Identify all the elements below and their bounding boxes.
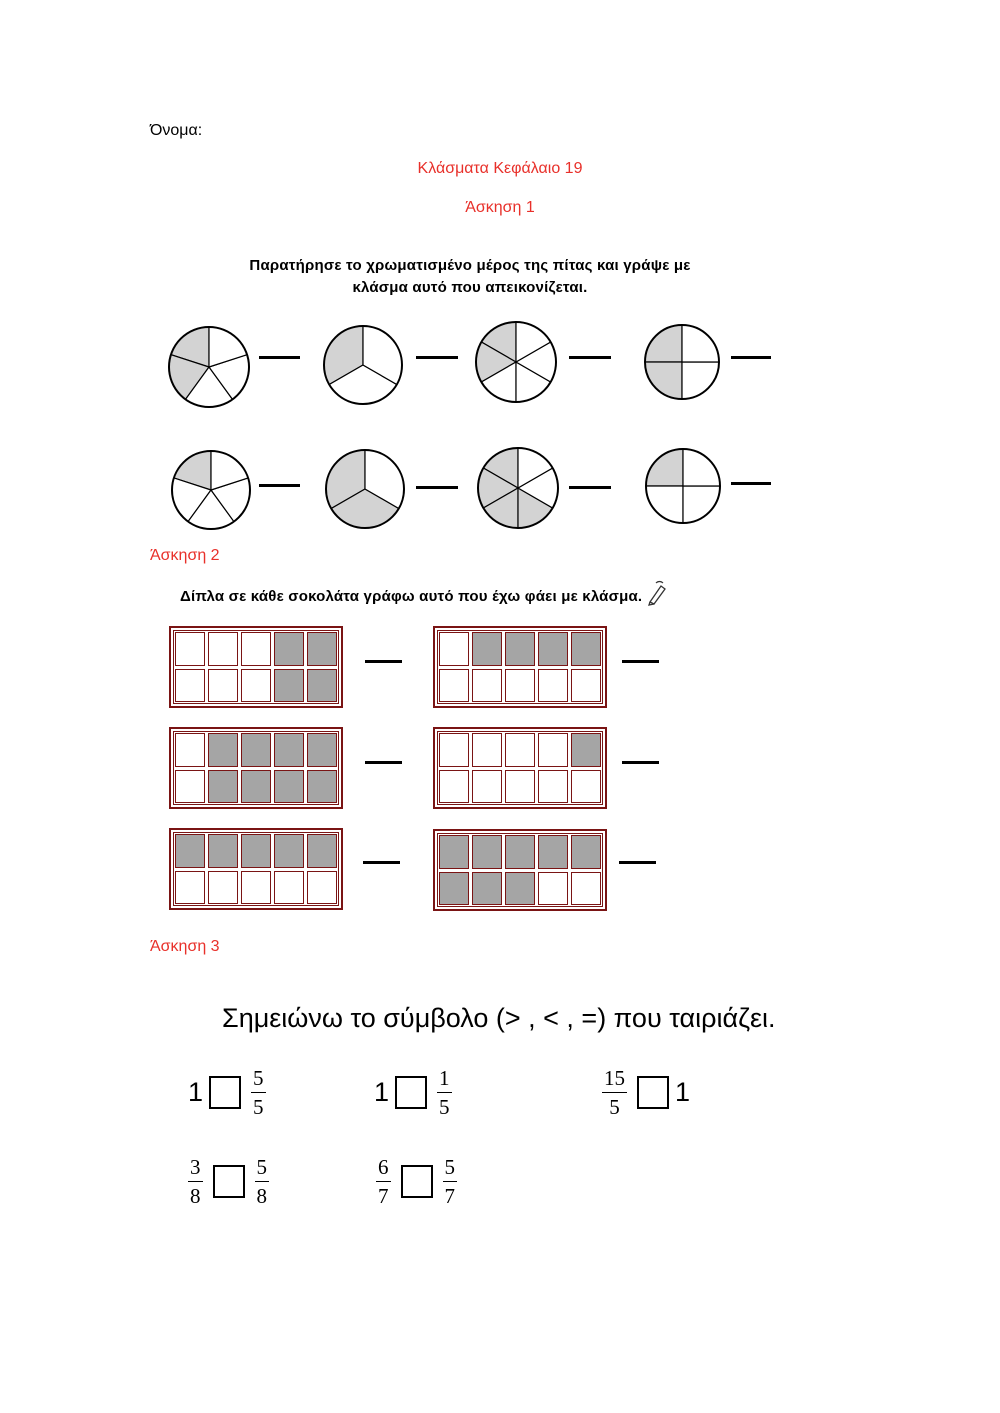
chocolate-bar-6-answer-line[interactable] [619,861,656,864]
comparison-3-left [602,1066,627,1119]
chocolate-piece-eaten [274,669,304,703]
chocolate-piece [505,669,535,703]
pie-1-answer-line[interactable] [259,356,300,359]
comparison-4-right [255,1155,270,1208]
chocolate-piece [505,770,535,804]
chocolate-piece [472,733,502,767]
comparison-3-right: 1 [675,1077,691,1107]
exercise1-instruction-line2: κλάσμα αυτό που απεικονίζεται. [352,279,588,296]
chocolate-piece [538,733,568,767]
exercise1-instruction [200,255,740,299]
chocolate-piece [439,669,469,703]
fraction-numerator: 3 [188,1155,203,1182]
pie-5-answer-line[interactable] [259,484,300,487]
chocolate-piece [274,871,304,905]
chocolate-piece [175,871,205,905]
chocolate-piece [175,669,205,703]
chocolate-bar-4 [433,727,607,809]
chocolate-bar-grid [437,731,603,805]
chocolate-bar-1-answer-line[interactable] [365,660,402,663]
fraction-numerator: 15 [602,1066,627,1093]
exercise3-instruction: Σημειώνω το σύμβολο (> , < , =) που ταιριάζει. [222,1003,776,1033]
fraction-denominator: 7 [378,1184,389,1208]
fraction-numerator: 6 [376,1155,391,1182]
pie-5 [170,449,252,531]
pie-1 [167,325,251,409]
comparison-2-left: 1 [374,1077,390,1107]
chocolate-piece [208,632,238,666]
pie-3 [474,320,558,404]
chocolate-piece [439,632,469,666]
chocolate-bar-grid [173,630,339,704]
comparison-2-right [437,1066,452,1119]
chocolate-piece [472,669,502,703]
pie-8 [644,447,722,525]
pie-3-answer-line[interactable] [569,356,611,359]
chocolate-piece [241,632,271,666]
chocolate-piece [439,733,469,767]
comparison-1-symbol-box[interactable] [209,1076,241,1109]
chocolate-piece-eaten [472,872,502,906]
chocolate-bar-grid [437,630,603,704]
chocolate-piece-eaten [241,834,271,868]
pie-7-answer-line[interactable] [569,486,611,489]
pencil-icon [646,580,668,606]
name-label: Όνομα: [150,122,203,139]
chocolate-piece-eaten [505,872,535,906]
chocolate-piece-eaten [439,835,469,869]
chocolate-bar-1 [169,626,343,708]
chocolate-piece-eaten [307,669,337,703]
chocolate-piece [571,669,601,703]
chocolate-piece [208,669,238,703]
chocolate-piece [571,872,601,906]
fraction-numerator: 5 [443,1155,458,1182]
comparison-3 [596,1066,692,1119]
chocolate-bar-grid [173,731,339,805]
chocolate-bar-5-answer-line[interactable] [363,861,400,864]
chocolate-piece [439,770,469,804]
fraction-numerator: 5 [251,1066,266,1093]
chocolate-piece [538,872,568,906]
chocolate-bar-3-answer-line[interactable] [365,761,402,764]
chocolate-piece [538,669,568,703]
chocolate-piece-eaten [538,835,568,869]
pie-2-answer-line[interactable] [416,356,458,359]
pie-7 [476,446,560,530]
pie-4-answer-line[interactable] [731,356,771,359]
comparison-2 [372,1066,458,1119]
chocolate-piece [175,632,205,666]
chocolate-bar-5 [169,828,343,910]
exercise3-heading: Άσκηση 3 [150,938,220,955]
fraction-numerator: 1 [437,1066,452,1093]
comparison-4-left [188,1155,203,1208]
chocolate-bar-2-answer-line[interactable] [622,660,659,663]
chocolate-piece-eaten [274,632,304,666]
chocolate-piece [241,871,271,905]
chocolate-piece-eaten [505,632,535,666]
chocolate-piece-eaten [274,770,304,804]
fraction-denominator: 5 [253,1095,264,1119]
comparison-3-symbol-box[interactable] [637,1076,669,1109]
chocolate-piece [571,770,601,804]
exercise1-instruction-line1: Παρατήρησε το χρωματισμένο μέρος της πίτας και γράψε με [249,257,691,274]
comparison-4 [182,1155,275,1208]
worksheet-title: Κλάσματα Κεφάλαιο 19 [417,160,583,177]
chocolate-piece-eaten [241,733,271,767]
chocolate-bar-grid [173,832,339,906]
chocolate-piece-eaten [274,834,304,868]
chocolate-piece-eaten [175,834,205,868]
chocolate-bar-3 [169,727,343,809]
chocolate-piece-eaten [571,632,601,666]
pie-6-answer-line[interactable] [416,486,458,489]
chocolate-bar-6 [433,829,607,911]
chocolate-piece [307,871,337,905]
chocolate-piece [208,871,238,905]
chocolate-piece-eaten [571,835,601,869]
chocolate-piece-eaten [208,770,238,804]
chocolate-piece-eaten [472,835,502,869]
chocolate-piece [538,770,568,804]
pie-8-answer-line[interactable] [731,482,771,485]
chocolate-piece [241,669,271,703]
chocolate-bar-grid [437,833,603,907]
chocolate-piece-eaten [307,834,337,868]
pie-2 [322,324,404,406]
chocolate-piece-eaten [307,632,337,666]
chocolate-bar-2 [433,626,607,708]
fraction-denominator: 5 [609,1095,620,1119]
chocolate-piece-eaten [307,770,337,804]
comparison-4-symbol-box[interactable] [213,1165,245,1198]
fraction-numerator: 5 [255,1155,270,1182]
comparison-5-symbol-box[interactable] [401,1165,433,1198]
exercise2-heading: Άσκηση 2 [150,547,220,564]
chocolate-bar-4-answer-line[interactable] [622,761,659,764]
chocolate-piece-eaten [241,770,271,804]
chocolate-piece-eaten [571,733,601,767]
chocolate-piece-eaten [307,733,337,767]
chocolate-piece-eaten [538,632,568,666]
chocolate-piece-eaten [274,733,304,767]
comparison-1 [186,1066,272,1119]
chocolate-piece-eaten [208,834,238,868]
comparison-5-right [443,1155,458,1208]
chocolate-piece-eaten [208,733,238,767]
comparison-5 [370,1155,463,1208]
chocolate-piece-eaten [439,872,469,906]
chocolate-piece-eaten [472,632,502,666]
chocolate-piece-eaten [505,835,535,869]
chocolate-piece [505,733,535,767]
comparison-2-symbol-box[interactable] [395,1076,427,1109]
fraction-denominator: 8 [256,1184,267,1208]
comparison-1-right [251,1066,266,1119]
comparison-5-left [376,1155,391,1208]
pie-4 [643,323,721,401]
comparison-1-left: 1 [188,1077,204,1107]
pie-6 [324,448,406,530]
fraction-denominator: 5 [439,1095,450,1119]
fraction-denominator: 8 [190,1184,201,1208]
exercise2-instruction: Δίπλα σε κάθε σοκολάτα γράφω αυτό που έχω φάει με κλάσμα. [180,588,643,605]
chocolate-piece [175,733,205,767]
chocolate-piece [175,770,205,804]
fraction-denominator: 7 [444,1184,455,1208]
chocolate-piece [472,770,502,804]
exercise1-heading: Άσκηση 1 [465,199,535,216]
